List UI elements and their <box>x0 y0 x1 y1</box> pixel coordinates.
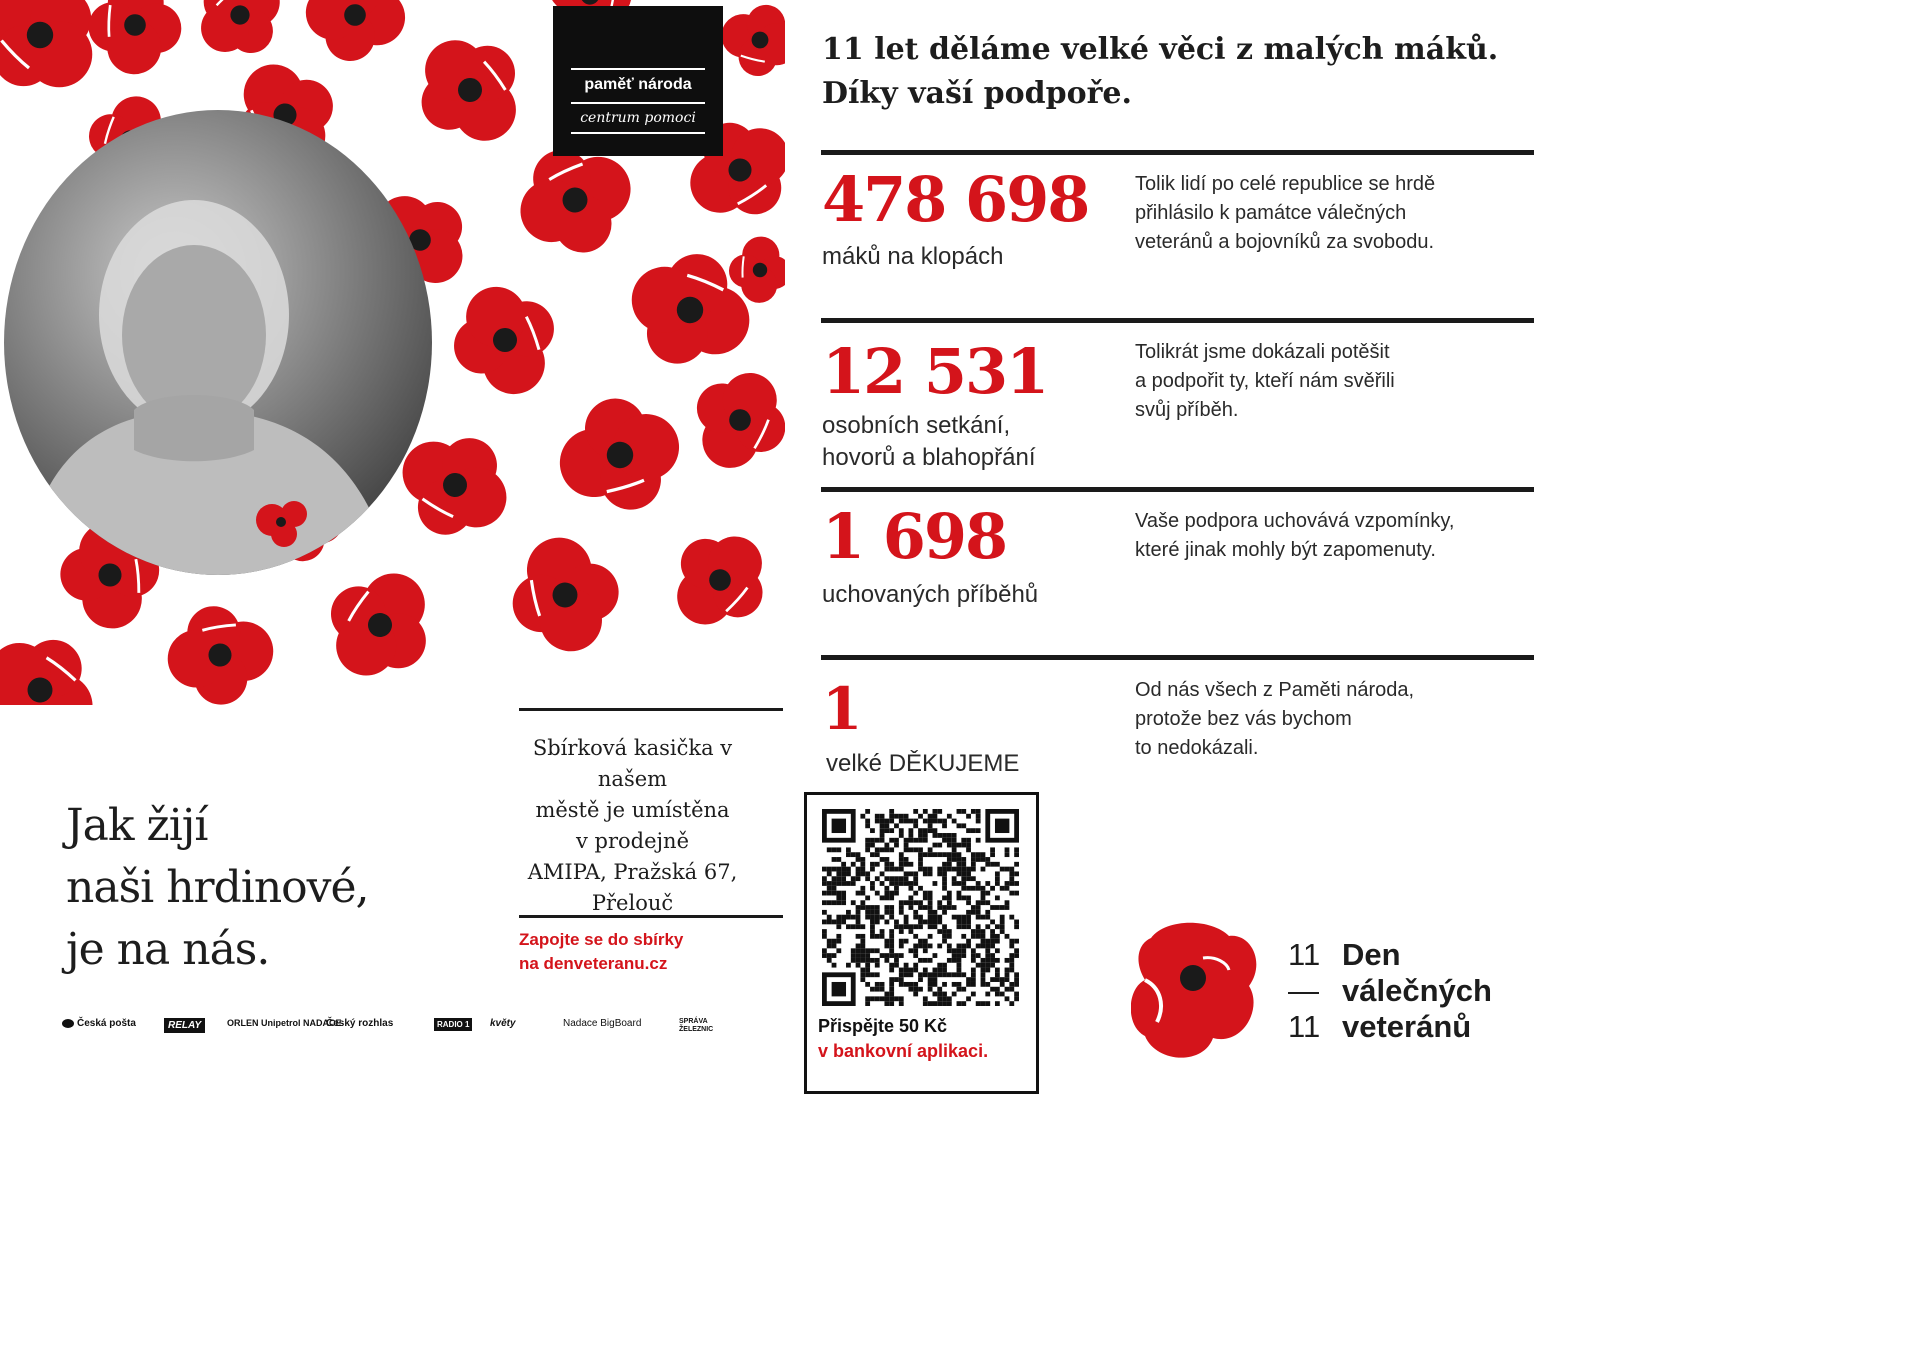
cta-line: na denveteranu.cz <box>519 954 668 973</box>
poppy-icon <box>74 0 196 85</box>
stat-label-poppies: máků na klopách <box>822 243 1004 270</box>
logo-rule-bottom <box>571 132 705 134</box>
brand-word: Den <box>1342 937 1401 972</box>
brand-word: veteránů <box>1342 1009 1472 1044</box>
poppy-icon <box>324 568 437 681</box>
poppy-icon <box>396 426 514 544</box>
poppy-icon <box>548 384 691 527</box>
sponsor-kvety-logo: květy <box>490 1018 516 1029</box>
stat-description-meetings: Tolikrát jsme dokázali potěšit a podpořit ty, kteří nám svěřili svůj příběh. <box>1135 341 1395 421</box>
headline-line: je na nás. <box>66 924 270 975</box>
location-line: AMIPA, Pražská 67, <box>527 860 738 884</box>
sponsor-sprava-zeleznic-logo: SPRÁVA ŽELEZNIC <box>679 1018 714 1033</box>
stat-divider <box>821 655 1534 660</box>
stat-description-poppies: Tolik lidí po celé republice se hrdě přihlásilo k památce válečných veteránů a bojovníků za svobodu. <box>1135 173 1436 253</box>
portrait-figure <box>4 110 432 575</box>
collection-box-location <box>514 733 751 919</box>
stat-description-thanks: Od nás všech z Paměti národa, protože bez vás bychom to nedokázali. <box>1135 679 1415 759</box>
poppy-icon <box>416 36 524 144</box>
call-to-action-link[interactable] <box>519 928 683 976</box>
stat-label-thanks: velké DĚKUJEME <box>826 750 1020 777</box>
qr-caption <box>818 1014 988 1064</box>
stat-divider <box>821 487 1534 492</box>
brand-word: válečných <box>1342 973 1492 1008</box>
qr-code[interactable] <box>822 809 1019 1006</box>
logo-rule-top <box>571 68 705 70</box>
poppy-icon <box>442 277 569 404</box>
headline-line: Jak žijí <box>66 800 208 851</box>
stat-description-stories: Vaše podpora uchovává vzpomínky, které jinak mohly být zapomenuty. <box>1135 510 1455 561</box>
sponsor-relay-logo: RELAY <box>164 1018 205 1033</box>
poppy-icon <box>496 525 634 663</box>
brand-number-top: 11 <box>1288 937 1321 972</box>
logo-subtitle: centrum pomoci <box>580 110 696 126</box>
sponsor-cesky-rozhlas-logo: Český rozhlas <box>326 1018 394 1029</box>
title-line: Díky vaší podpoře. <box>822 76 1132 111</box>
cta-line: Zapojte se do sbírky <box>519 930 684 949</box>
poppy-icon <box>674 535 765 626</box>
page-title <box>822 28 1498 116</box>
sponsor-radio1-logo: RADIO 1 <box>434 1018 472 1031</box>
poppy-icon <box>0 635 96 705</box>
main-headline <box>66 795 369 981</box>
stat-number-poppies: 478 698 <box>822 163 1089 236</box>
veteran-portrait-photo <box>4 110 432 575</box>
poppy-icon <box>713 0 785 86</box>
stat-number-stories: 1 698 <box>822 500 1007 573</box>
sponsor-orlen-unipetrol-logo: ORLEN Unipetrol NADACE <box>227 1018 342 1028</box>
brand-dash: — <box>1288 973 1319 1008</box>
qr-finder-pattern <box>822 809 856 843</box>
location-line: městě je umístěna <box>535 798 730 822</box>
stat-label-meetings: osobních setkání, hovorů a blahopřání <box>822 412 1036 471</box>
logo-rule-middle <box>571 102 705 104</box>
location-line: v prodejně <box>576 829 689 853</box>
title-line: 11 let děláme velké věci z malých máků. <box>822 32 1499 67</box>
divider <box>519 915 783 918</box>
stat-label-stories: uchovaných příběhů <box>822 581 1039 608</box>
logo-title: paměť národa <box>584 76 692 93</box>
sponsor-ceska-posta-logo: Česká pošta <box>62 1018 136 1029</box>
poppy-icon <box>156 591 285 705</box>
sponsor-logos <box>62 1018 742 1046</box>
location-line: Přelouč <box>591 891 674 915</box>
stat-divider <box>821 150 1534 155</box>
poppy-brand-icon <box>1131 918 1263 1063</box>
stat-divider <box>821 318 1534 323</box>
headline-line: naši hrdinové, <box>66 862 369 913</box>
brand-number-bottom: 11 <box>1288 1009 1321 1044</box>
qr-finder-pattern <box>822 972 856 1006</box>
divider <box>519 708 783 711</box>
location-line: Sbírková kasička v našem <box>532 736 733 791</box>
sponsor-nadace-bigboard-logo: Nadace BigBoard <box>563 1018 642 1029</box>
poppy-icon <box>0 0 92 87</box>
poppy-icon <box>199 0 281 56</box>
qr-caption-app: v bankovní aplikaci. <box>818 1041 989 1061</box>
poppy-icon <box>295 0 417 76</box>
pamet-naroda-logo <box>553 6 723 156</box>
post-horn-icon <box>62 1019 74 1028</box>
stat-number-meetings: 12 531 <box>822 335 1048 408</box>
qr-caption-amount: Přispějte 50 Kč <box>818 1016 948 1036</box>
stat-number-thanks: 1 <box>822 675 861 743</box>
poppy-icon <box>685 366 785 476</box>
qr-finder-pattern <box>985 809 1019 843</box>
